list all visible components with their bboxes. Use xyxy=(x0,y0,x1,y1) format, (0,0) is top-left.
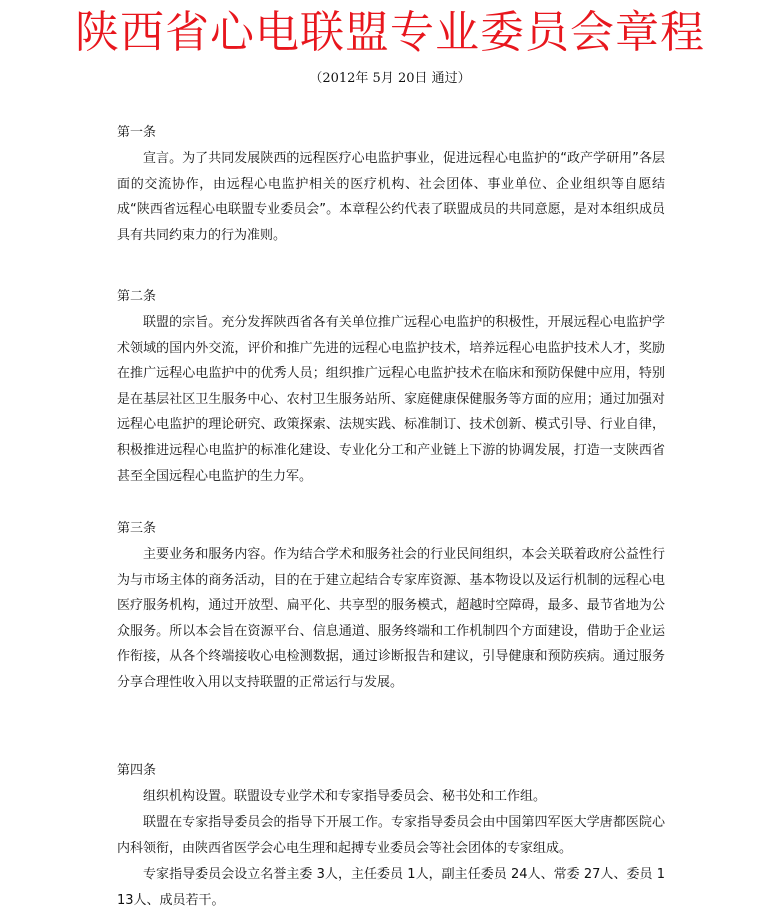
document-subtitle: （2012年 5月 20日 通过） xyxy=(309,71,471,86)
article-4-heading: 第四条 xyxy=(117,763,157,778)
article-4-paragraph-1: 组织机构设置。联盟设专业学术和专家指导委员会、秘书处和工作组。 xyxy=(143,789,547,804)
article-4-paragraph-3: 专家指导委员会设立名誉主委 3人，主任委员 1人，副主任委员 24人、常委 27人、委员 113人、成员若干。 xyxy=(117,867,665,908)
article-3-heading: 第三条 xyxy=(117,521,157,536)
article-2-heading: 第二条 xyxy=(117,289,157,304)
document-title: 陕西省心电联盟专业委员会章程 xyxy=(75,7,705,58)
article-4-paragraph-2: 联盟在专家指导委员会的指导下开展工作。专家指导委员会由中国第四军医大学唐都医院心内科领衔，由陕西省医学会心电生理和起搏专业委员会等社会团体的专家组成。 xyxy=(117,815,665,856)
article-1-heading: 第一条 xyxy=(117,125,157,140)
article-2-paragraph-1: 联盟的宗旨。充分发挥陕西省各有关单位推广远程心电监护的积极性，开展远程心电监护学术领域的国内外交流，评价和推广先进的远程心电监护技术，培养远程心电监护技术人才，奖励在推广远程心电监护中的优秀人员；组织推广远程心电监护技术在临床和预防保健中应用，特别是在基层社区卫生服务中心、农村卫生服务站所、家庭健康保健服务等方面的应用；通过加强对远程心电监护的理论研究、政策探索、法规实践、标准制订、技术创新、模式引导、行业自律，积极推进远程心电监护的标准化建设、专业化分工和产业链上下游的协调发展，打造一支陕西省甚至全国远程心电监护的生力军。 xyxy=(117,315,665,484)
article-1-paragraph-1: 宣言。为了共同发展陕西的远程医疗心电监护事业，促进远程心电监护的“政产学研用”各层面的交流协作，由远程心电监护相关的医疗机构、社会团体、事业单位、企业组织等自愿结成“陕西省远程心电联盟专业委员会”。本章程公约代表了联盟成员的共同意愿，是对本组织成员具有共同约束力的行为准则。 xyxy=(117,151,665,243)
article-3-paragraph-1: 主要业务和服务内容。作为结合学术和服务社会的行业民间组织，本会关联着政府公益性行为与市场主体的商务活动，目的在于建立起结合专家库资源、基本物设以及运行机制的远程心电医疗服务机构，通过开放型、扁平化、共享型的服务模式，超越时空障碍，最多、最节省地为公众服务。所以本会旨在资源平台、信息通道、服务终端和工作机制四个方面建设，借助于企业运作衔接，从各个终端接收心电检测数据，通过诊断报告和建议，引导健康和预防疾病。通过服务分享合理性收入用以支持联盟的正常运行与发展。 xyxy=(117,547,665,690)
